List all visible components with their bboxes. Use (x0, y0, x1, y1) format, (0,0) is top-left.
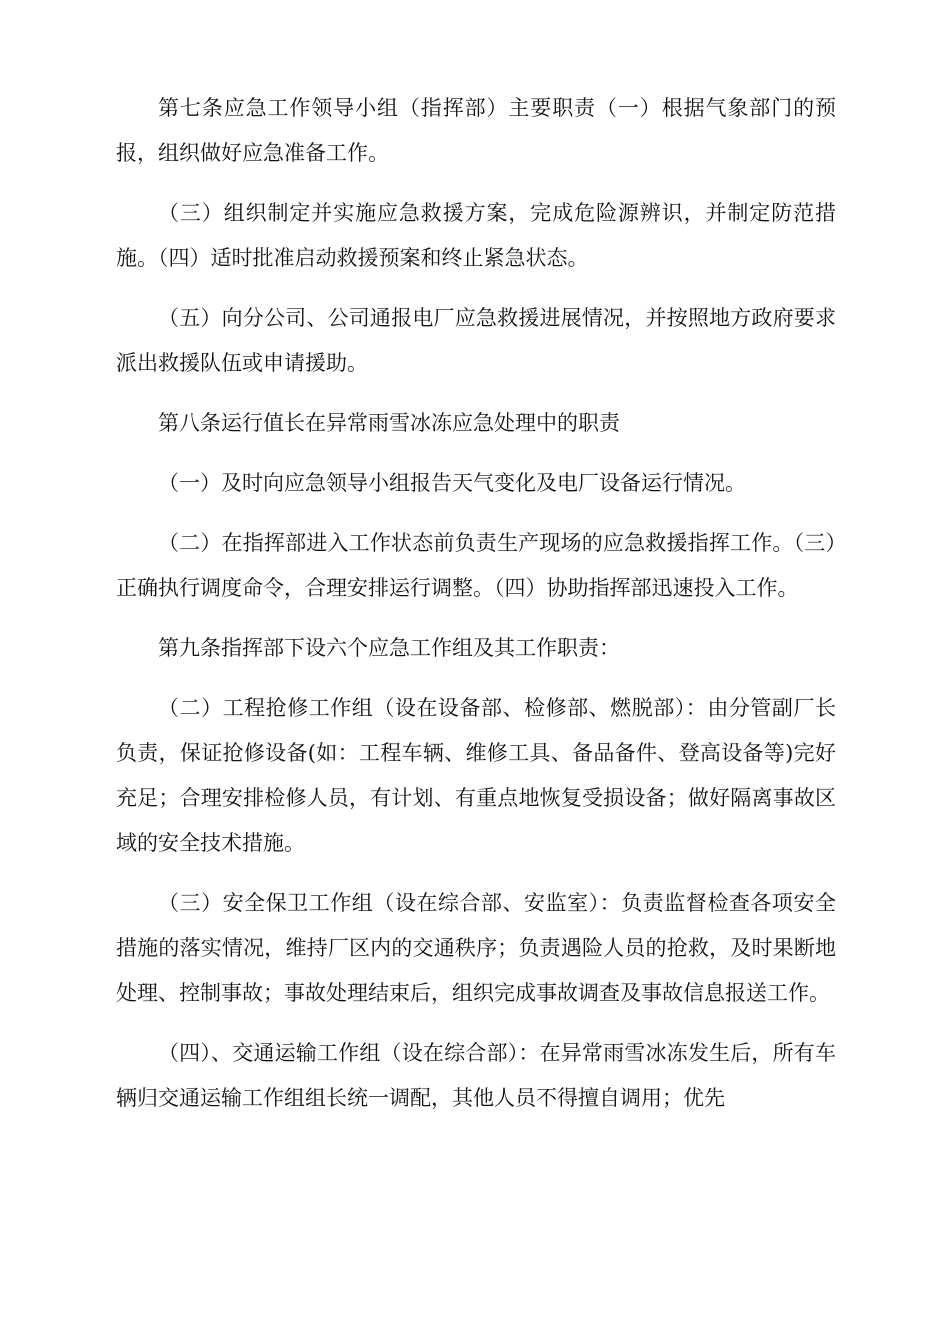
paragraph-repair-group: （二）工程抢修工作组（设在设备部、检修部、燃脱部）：由分管副厂长负责，保证抢修设备(如：工程车辆、维修工具、备品备件、登高设备等)完好充足；合理安排检修人员，有计划、有重点地恢复受损设备；做好隔离事故区域的安全技术措施。 (116, 696, 836, 855)
document-body (116, 86, 836, 1136)
paragraph-duty-1: （一）及时向应急领导小组报告天气变化及电厂设备运行情况。 (158, 471, 746, 495)
paragraph-duty-5: （五）向分公司、公司通报电厂应急救援进展情况，并按照地方政府要求派出救援队伍或申请援助。 (116, 306, 836, 375)
paragraph-security-group: （三）安全保卫工作组（设在综合部、安监室）：负责监督检查各项安全措施的落实情况，维持厂区内的交通秩序；负责遇险人员的抢救，及时果断地处理、控制事故；事故处理结束后，组织完成事故调查及事故信息报送工作。 (116, 891, 836, 1005)
paragraph-article-9: 第九条指挥部下设六个应急工作组及其工作职责： (158, 636, 620, 660)
paragraph-duty-3-4: （三）组织制定并实施应急救援方案，完成危险源辨识，并制定防范措施。（四）适时批准启动救援预案和终止紧急状态。 (116, 201, 836, 270)
paragraph-transport-group: （四）、交通运输工作组（设在综合部）：在异常雨雪冰冻发生后，所有车辆归交通运输工作组组长统一调配，其他人员不得擅自调用；优先 (116, 1041, 836, 1110)
paragraph-article-8: 第八条运行值长在异常雨雪冰冻应急处理中的职责 (158, 411, 620, 435)
paragraph-duty-2-3-4: （二）在指挥部进入工作状态前负责生产现场的应急救援指挥工作。（三）正确执行调度命令，合理安排运行调整。（四）协助指挥部迅速投入工作。 (116, 531, 836, 600)
paragraph-article-7: 第七条应急工作领导小组（指挥部）主要职责（一）根据气象部门的预报，组织做好应急准备工作。 (116, 96, 836, 165)
